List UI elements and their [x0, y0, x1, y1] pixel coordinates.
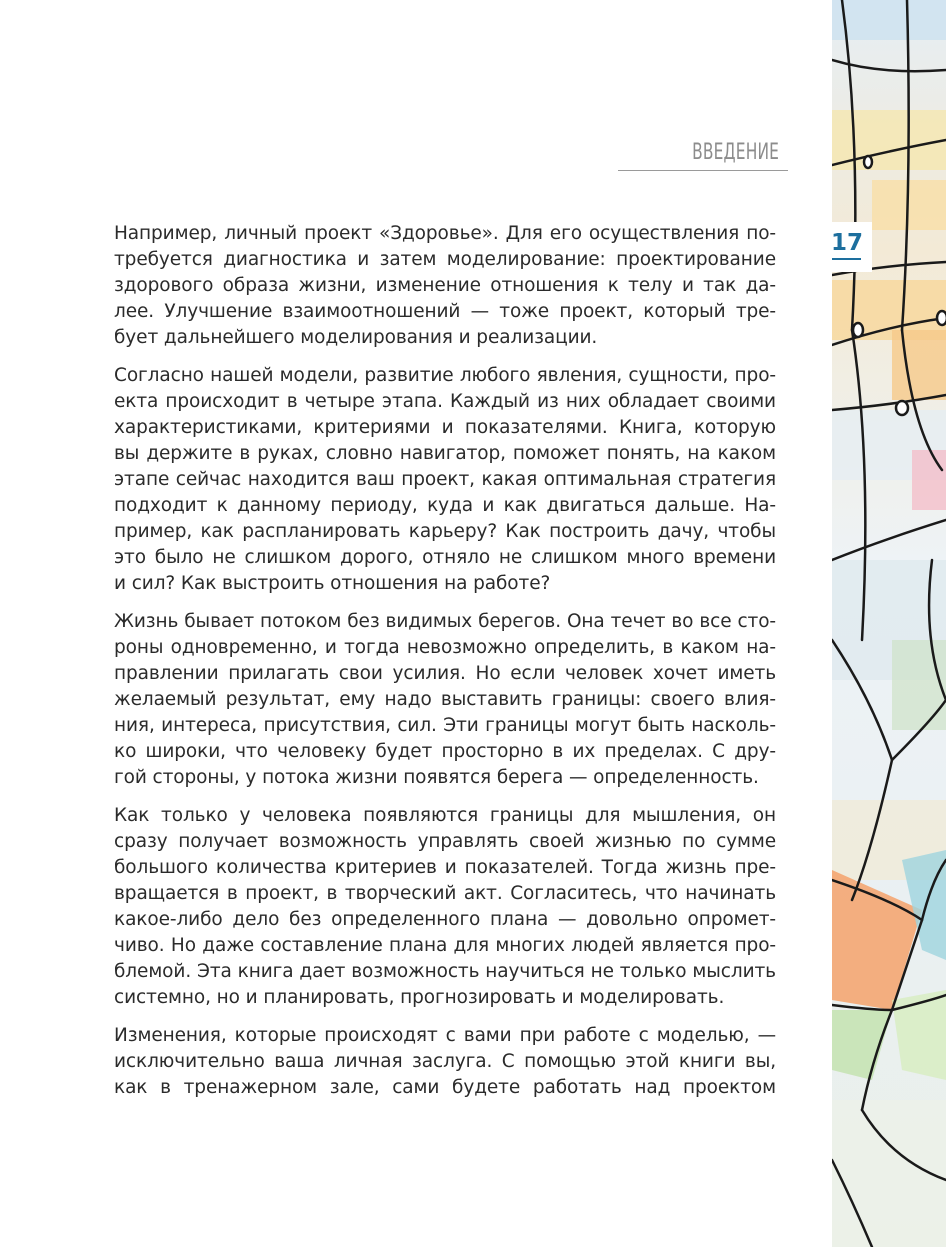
text-line: Как только у человека появляются границы для мышления, он [114, 805, 776, 826]
text-line: блемой. Эта книга дает возможность научиться не только мыслить [114, 961, 776, 982]
text-line: Согласно нашей модели, развитие любого явления, сущности, про- [114, 365, 776, 386]
header-rule [618, 170, 788, 171]
text-line: это было не слишком дорого, отняло не слишком много времени [114, 547, 776, 568]
text-line: исключительно ваша личная заслуга. С помощью этой книги вы, [114, 1051, 776, 1072]
text-line: гой стороны, у потока жизни появятся берега — определенность. [114, 767, 759, 788]
page-number: 17 [830, 230, 863, 256]
body-text [114, 221, 776, 1113]
text-line: характеристиками, критериями и показателями. Книга, которую [114, 417, 776, 438]
text-line: вы держите в руках, словно навигатор, поможет понять, на каком [114, 443, 776, 464]
page-number-box [822, 222, 872, 272]
text-line: Изменения, которые происходят с вами при работе с моделью, — [114, 1025, 776, 1046]
text-line: требуется диагностика и затем моделирование: проектирование [114, 249, 776, 270]
text-line: вращается в проект, в творческий акт. Согласитесь, что начинать [114, 883, 776, 904]
text-line: бует дальнейшего моделирования и реализации. [114, 327, 598, 348]
paragraph [114, 803, 776, 1011]
page-number-underline [832, 258, 861, 260]
text-line: Жизнь бывает потоком без видимых берегов. Она течет во все сто- [114, 611, 776, 632]
text-line: желаемый результат, ему надо выставить границы: своего влия- [114, 689, 776, 710]
text-line: роны одновременно, и тогда невозможно определить, в каком на- [114, 637, 776, 658]
text-line: этапе сейчас находится ваш проект, какая оптимальная стратегия [114, 469, 776, 490]
text-line: здорового образа жизни, изменение отношения к телу и так да- [114, 275, 776, 296]
text-line: системно, но и планировать, прогнозировать и моделировать. [114, 987, 725, 1008]
text-line: екта происходит в четыре этапа. Каждый из них обладает своими [114, 391, 776, 412]
text-line: ния, интереса, присутствия, сил. Эти границы могут быть насколь- [114, 715, 776, 736]
text-line: лее. Улучшение взаимоотношений — тоже проект, который тре- [114, 301, 776, 322]
stained-glass-illustration [832, 0, 946, 1247]
paragraph [114, 363, 776, 597]
text-line: сразу получает возможность управлять своей жизнью по сумме [114, 831, 776, 852]
paragraph [114, 1023, 776, 1101]
running-header [618, 138, 788, 168]
text-line: как в тренажерном зале, сами будете работать над проектом [114, 1077, 776, 1098]
paragraph [114, 221, 776, 351]
text-line: ко широки, что человеку будет просторно в их пределах. С дру- [114, 741, 776, 762]
text-line: Например, личный проект «Здоровье». Для его осуществления по- [114, 223, 776, 244]
text-line: пример, как распланировать карьеру? Как построить дачу, чтобы [114, 521, 776, 542]
text-line: и сил? Как выстроить отношения на работе? [114, 573, 551, 594]
decorative-artwork [832, 0, 946, 1247]
text-line: какое-либо дело без определенного плана — довольно опромет- [114, 909, 776, 930]
section-title: ВВЕДЕНИЕ [691, 140, 779, 165]
text-line: правлении прилагать свои усилия. Но если человек хочет иметь [114, 663, 776, 684]
text-line: подходит к данному периоду, куда и как двигаться дальше. На- [114, 495, 776, 516]
text-line: большого количества критериев и показателей. Тогда жизнь пре- [114, 857, 776, 878]
paragraph [114, 609, 776, 791]
text-line: чиво. Но даже составление плана для многих людей является про- [114, 935, 776, 956]
